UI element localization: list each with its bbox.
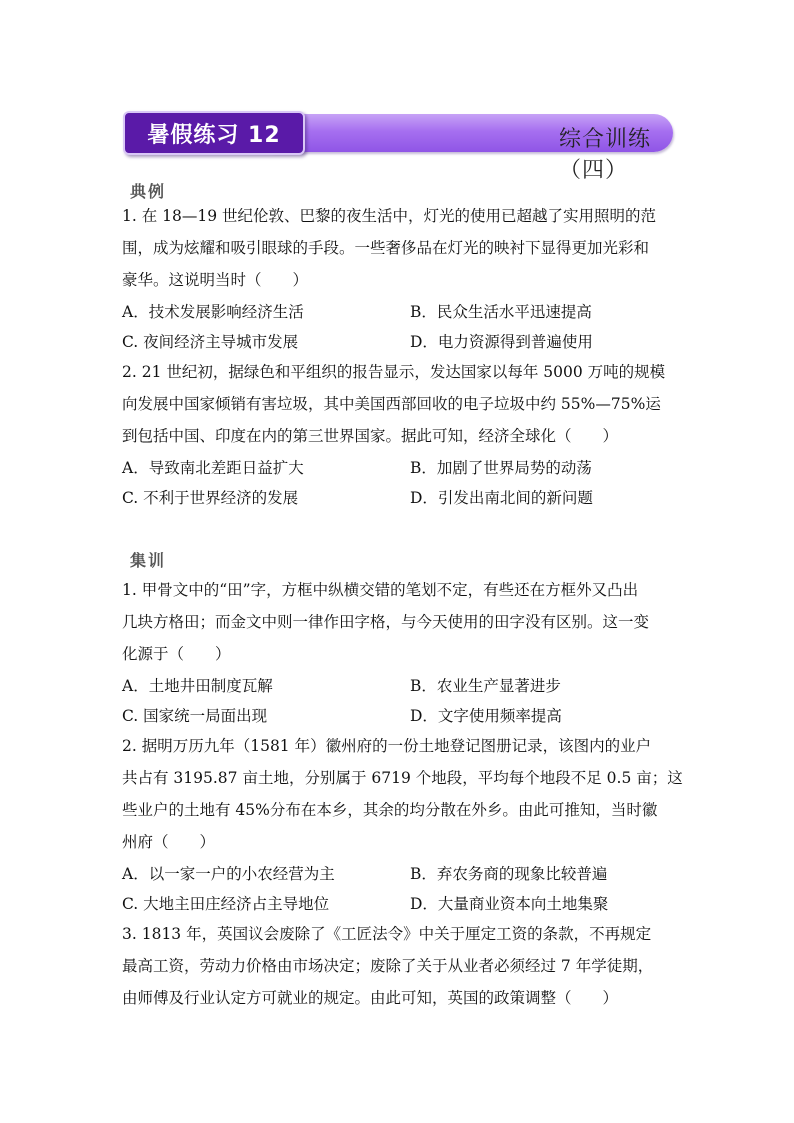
option-a: A．技术发展影响经济生活: [122, 303, 304, 321]
option-b: B．弃农务商的现象比较普遍: [410, 865, 608, 883]
option-c: C. 不利于世界经济的发展: [122, 489, 299, 507]
question-line: 州府（ ）: [122, 833, 216, 851]
question-line: 化源于（ ）: [122, 645, 231, 663]
question-line: 围，成为炫耀和吸引眼球的手段。一些奢侈品在灯光的映衬下显得更加光彩和: [122, 239, 650, 257]
question-line: 2. 21 世纪初，据绿色和平组织的报告显示，发达国家以每年 5000 万吨的规模: [122, 363, 666, 381]
option-b: B．农业生产显著进步: [410, 677, 561, 695]
question-line: 由师傅及行业认定方可就业的规定。由此可知，英国的政策调整（ ）: [122, 989, 619, 1007]
question-line: 豪华。这说明当时（ ）: [122, 271, 309, 289]
question-line: 1. 在 18—19 世纪伦敦、巴黎的夜生活中，灯光的使用已超越了实用照明的范: [122, 207, 657, 225]
question-line: 向发展中国家倾销有害垃圾，其中美国西部回收的电子垃圾中约 55%—75%运: [122, 395, 661, 413]
option-a: A．以一家一户的小农经营为主: [122, 865, 335, 883]
question-line: 共占有 3195.87 亩土地，分别属于 6719 个地段，平均每个地段不足 0.5 亩；这: [122, 769, 683, 787]
option-c: C. 大地主田庄经济占主导地位: [122, 895, 330, 913]
option-d: D．引发出南北间的新问题: [410, 489, 593, 507]
badge-label: 暑假练习 12: [147, 122, 281, 148]
option-b: B．民众生活水平迅速提高: [410, 303, 592, 321]
question-line: 3. 1813 年，英国议会废除了《工匠法令》中关于厘定工资的条款，不再规定: [122, 925, 652, 943]
option-c: C. 国家统一局面出现: [122, 707, 268, 725]
option-d: D．文字使用频率提高: [410, 707, 562, 725]
section-heading-typical: 典例: [130, 182, 167, 201]
question-line: 些业户的土地有 45%分布在本乡，其余的均分散在外乡。由此可推知，当时徽: [122, 801, 658, 819]
banner-subtitle: 综合训练（四）: [559, 127, 652, 183]
question-line: 到包括中国、印度在内的第三世界国家。据此可知，经济全球化（ ）: [122, 427, 619, 445]
option-d: D．电力资源得到普遍使用: [410, 333, 593, 351]
question-line: 最高工资，劳动力价格由市场决定；废除了关于从业者必须经过 7 年学徒期，: [122, 957, 654, 975]
option-a: A．导致南北差距日益扩大: [122, 459, 304, 477]
title-banner: [123, 111, 675, 183]
option-a: A．土地井田制度瓦解: [122, 677, 273, 695]
banner-badge: [123, 111, 305, 155]
question-line: 2. 据明万历九年（1581 年）徽州府的一份土地登记图册记录，该图内的业户: [122, 737, 652, 755]
question-line: 1. 甲骨文中的“田”字，方框中纵横交错的笔划不定，有些还在方框外又凸出: [122, 581, 639, 599]
option-d: D．大量商业资本向土地集聚: [410, 895, 609, 913]
question-line: 几块方格田；而金文中则一律作田字格，与今天使用的田字没有区别。这一变: [122, 613, 650, 631]
section-heading-training: 集训: [130, 551, 167, 570]
option-c: C. 夜间经济主导城市发展: [122, 333, 299, 351]
option-b: B．加剧了世界局势的动荡: [410, 459, 592, 477]
banner-bar: [273, 114, 673, 183]
